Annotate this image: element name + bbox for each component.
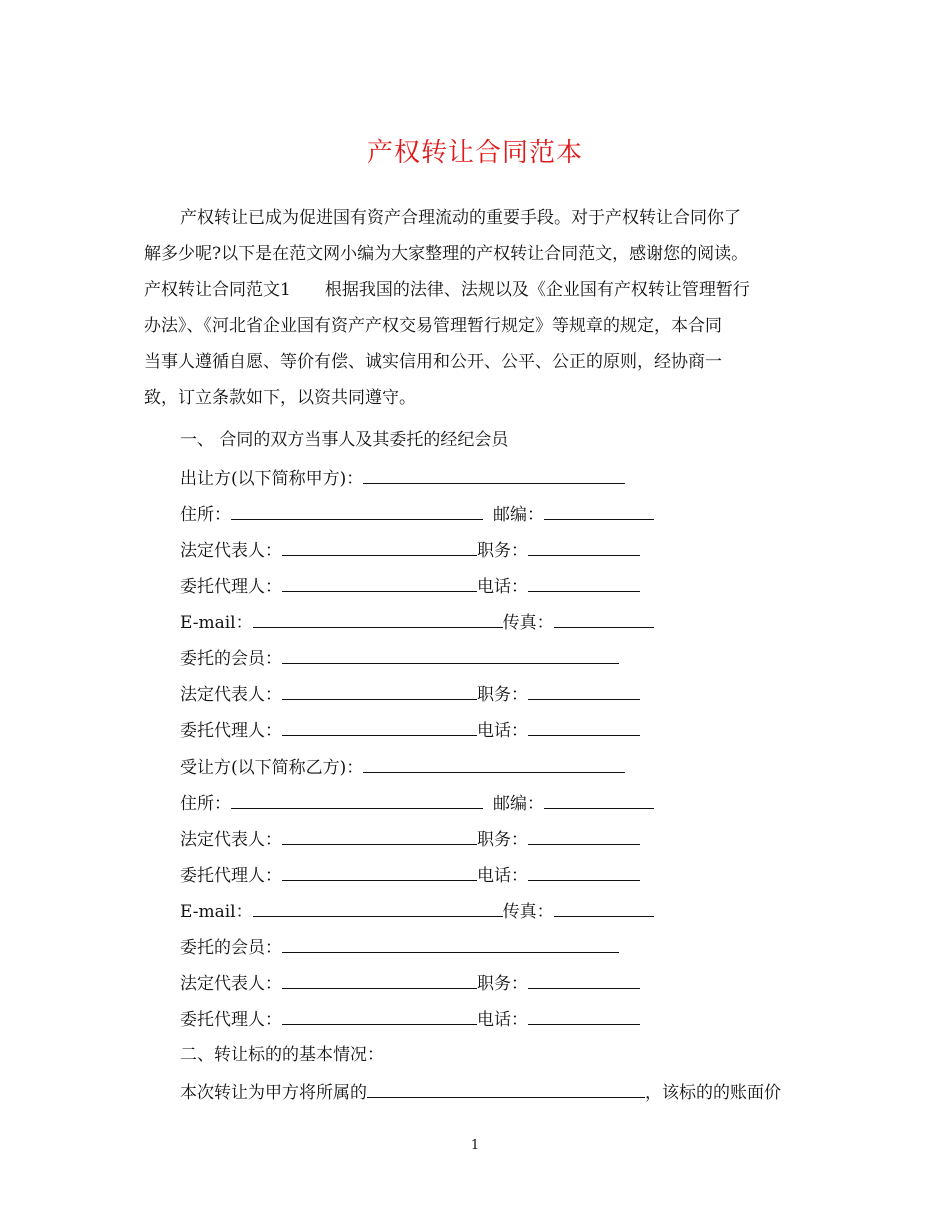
- field-label: 电话：: [477, 577, 528, 597]
- field-label: 法定代表人：: [180, 974, 282, 994]
- email-row: [180, 898, 654, 922]
- field-label: 委托的会员：: [180, 649, 282, 669]
- blank-line: [231, 501, 483, 520]
- intro-line: 致，订立条款如下，以资共同遵守。: [144, 388, 416, 408]
- blank-line: [282, 573, 477, 592]
- body-text: 本次转让为甲方将所属的: [180, 1083, 367, 1103]
- agent-row: [180, 573, 640, 597]
- blank-line: [282, 717, 477, 736]
- field-label: 电话：: [477, 1010, 528, 1030]
- intro-line: 当事人遵循自愿、等价有偿、诚实信用和公开、公平、公正的原则，经协商一: [144, 352, 722, 372]
- blank-line: [253, 898, 503, 917]
- field-label: 受让方(以下简称乙方)：: [180, 758, 364, 778]
- blank-line: [528, 970, 640, 989]
- field-label: 委托代理人：: [180, 1010, 282, 1030]
- legal-rep-row: [180, 537, 640, 561]
- legal-rep-row: [180, 826, 640, 850]
- blank-line: [282, 537, 477, 556]
- blank-line: [544, 790, 654, 809]
- member-row: [180, 934, 619, 958]
- field-label: 委托代理人：: [180, 721, 282, 741]
- blank-line: [363, 465, 625, 484]
- page-number: 1: [470, 1138, 480, 1153]
- blank-line: [544, 501, 654, 520]
- transferee-row: [180, 754, 625, 778]
- field-label: 职务：: [477, 974, 528, 994]
- section-heading: 一、 合同的双方当事人及其委托的经纪会员: [180, 430, 509, 450]
- field-label: 委托代理人：: [180, 577, 282, 597]
- field-label: 职务：: [477, 830, 528, 850]
- field-label: 职务：: [477, 541, 528, 561]
- intro-line: 产权转让合同范文1 根据我国的法律、法规以及《企业国有产权转让管理暂行: [144, 280, 750, 300]
- blank-line: [282, 826, 477, 845]
- intro-line: 办法》、《河北省企业国有资产产权交易管理暂行规定》等规章的规定，本合同: [144, 316, 722, 336]
- blank-line: [367, 1079, 645, 1098]
- field-label: 邮编：: [493, 505, 544, 525]
- email-row: [180, 609, 654, 633]
- transfer-object-row: [180, 1079, 781, 1103]
- field-label: 职务：: [477, 685, 528, 705]
- section-heading: 二、转让标的的基本情况：: [180, 1045, 384, 1065]
- field-label: E-mail：: [180, 613, 253, 633]
- transferor-row: [180, 465, 625, 489]
- body-text: ，该标的的账面价: [645, 1083, 781, 1103]
- blank-line: [554, 609, 654, 628]
- agent-row: [180, 717, 640, 741]
- legal-rep-row: [180, 970, 640, 994]
- blank-line: [528, 573, 640, 592]
- field-label: 邮编：: [493, 794, 544, 814]
- document-title: 产权转让合同范本: [366, 138, 583, 168]
- address-row: [180, 790, 654, 814]
- field-label: E-mail：: [180, 902, 253, 922]
- field-label: 电话：: [477, 721, 528, 741]
- blank-line: [282, 934, 619, 953]
- field-label: 法定代表人：: [180, 685, 282, 705]
- blank-line: [528, 681, 640, 700]
- member-row: [180, 645, 619, 669]
- blank-line: [282, 862, 477, 881]
- address-row: [180, 501, 654, 525]
- field-label: 住所：: [180, 794, 231, 814]
- blank-line: [282, 681, 477, 700]
- blank-line: [528, 826, 640, 845]
- blank-line: [282, 645, 619, 664]
- intro-line: 产权转让已成为促进国有资产合理流动的重要手段。对于产权转让合同你了: [180, 208, 741, 228]
- field-label: 电话：: [477, 866, 528, 886]
- field-label: 法定代表人：: [180, 830, 282, 850]
- field-label: 出让方(以下简称甲方)：: [180, 469, 364, 489]
- field-label: 传真：: [502, 613, 554, 633]
- blank-line: [554, 898, 654, 917]
- legal-rep-row: [180, 681, 640, 705]
- intro-line: 解多少呢?以下是在范文网小编为大家整理的产权转让合同范文，感谢您的阅读。: [144, 244, 749, 264]
- blank-line: [231, 790, 483, 809]
- blank-line: [528, 717, 640, 736]
- field-label: 传真：: [502, 902, 554, 922]
- blank-line: [282, 970, 477, 989]
- field-label: 法定代表人：: [180, 541, 282, 561]
- field-label: 住所：: [180, 505, 231, 525]
- blank-line: [528, 862, 640, 881]
- blank-line: [363, 754, 625, 773]
- agent-row: [180, 1006, 640, 1030]
- blank-line: [528, 1006, 640, 1025]
- blank-line: [253, 609, 503, 628]
- field-label: 委托代理人：: [180, 866, 282, 886]
- agent-row: [180, 862, 640, 886]
- blank-line: [282, 1006, 477, 1025]
- field-label: 委托的会员：: [180, 938, 282, 958]
- blank-line: [528, 537, 640, 556]
